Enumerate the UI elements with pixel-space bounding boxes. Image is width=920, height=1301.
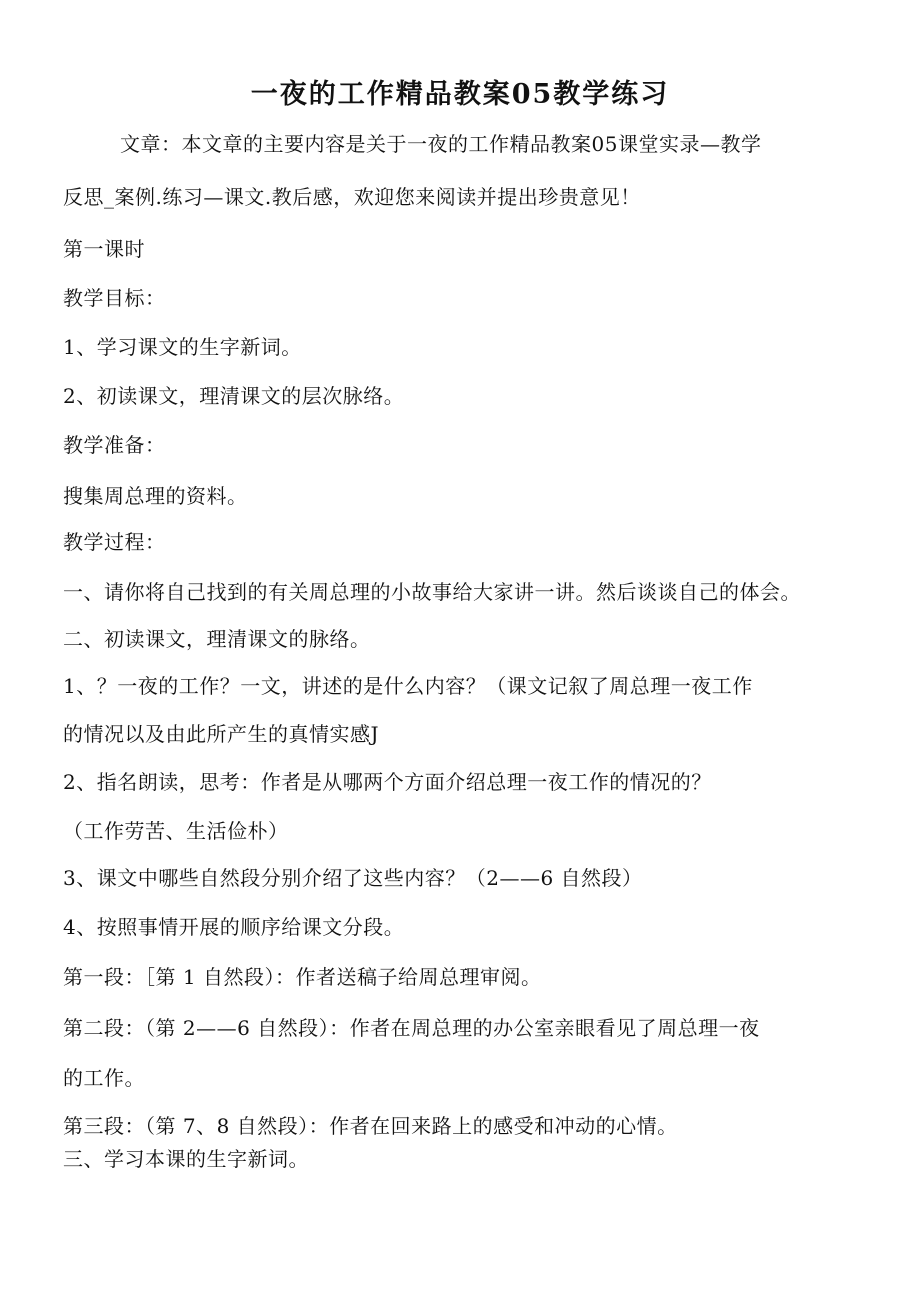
intro-line-2: 反思_案例.练习—课文.教后感，欢迎您来阅读并提出珍贵意见！ bbox=[63, 185, 641, 209]
question-1-line-2: 的情况以及由此所产生的真情实感J bbox=[63, 722, 380, 746]
question-4: 4、按照事情开展的顺序给课文分段。 bbox=[63, 915, 405, 939]
goal-item-2: 2、初读课文，理清课文的层次脉络。 bbox=[63, 384, 405, 408]
question-2-line-1: 2、指名朗读，思考：作者是从哪两个方面介绍总理一夜工作的情况的？ bbox=[63, 770, 712, 794]
segment-2-line-2: 的工作。 bbox=[63, 1066, 145, 1090]
process-step-2: 二、初读课文，理清课文的脉络。 bbox=[63, 627, 371, 651]
question-3: 3、课文中哪些自然段分别介绍了这些内容？（2——6 自然段） bbox=[63, 866, 643, 890]
segment-1: 第一段：［第 1 自然段）：作者送稿子给周总理审阅。 bbox=[63, 965, 542, 989]
question-2-line-2: （工作劳苦、生活俭朴） bbox=[63, 819, 289, 843]
section-heading-prep: 教学准备： bbox=[63, 433, 166, 457]
segment-2-line-1: 第二段：（第 2——6 自然段）：作者在周总理的办公室亲眼看见了周总理一夜 bbox=[63, 1016, 760, 1040]
document-title: 一夜的工作精品教案05教学练习 bbox=[250, 79, 670, 110]
section-heading-goals: 教学目标： bbox=[63, 286, 166, 310]
segment-3: 第三段：（第 7、8 自然段）：作者在回来路上的感受和冲动的心情。 bbox=[63, 1114, 678, 1138]
intro-line-1: 文章：本文章的主要内容是关于一夜的工作精品教案05课堂实录—教学 bbox=[120, 132, 762, 156]
prep-item: 搜集周总理的资料。 bbox=[63, 484, 248, 508]
section-heading-process: 教学过程： bbox=[63, 530, 166, 554]
question-1-line-1: 1、？一夜的工作？一文，讲述的是什么内容？（课文记叙了周总理一夜工作 bbox=[63, 674, 753, 698]
goal-item-1: 1、学习课文的生字新词。 bbox=[63, 335, 302, 359]
lesson-heading: 第一课时 bbox=[63, 237, 145, 261]
process-step-3: 三、学习本课的生字新词。 bbox=[63, 1147, 309, 1171]
process-step-1: 一、请你将自己找到的有关周总理的小故事给大家讲一讲。然后谈谈自己的体会。 bbox=[63, 580, 801, 604]
